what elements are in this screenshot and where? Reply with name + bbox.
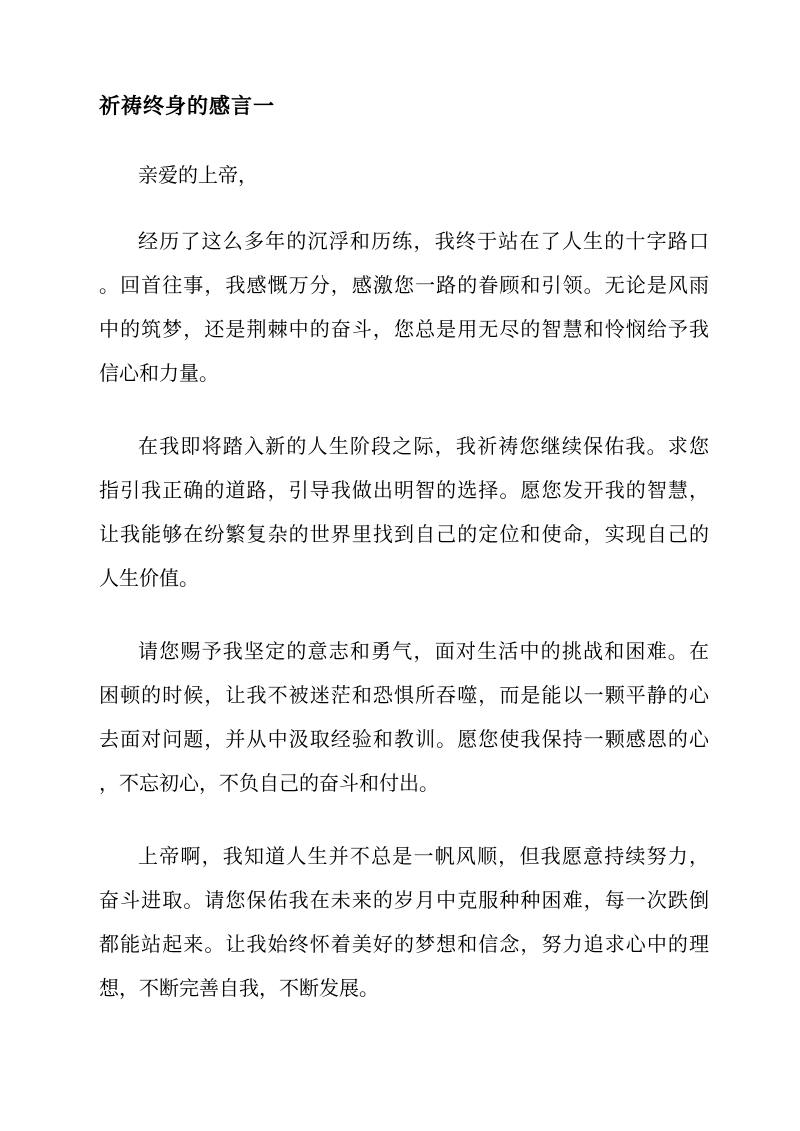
paragraph-line: 想，不断完善自我，不断发展。 (99, 976, 379, 1000)
document-title: 祈祷终身的感言一 (99, 93, 275, 118)
paragraph-line: 让我能够在纷繁复杂的世界里找到自己的定位和使命，实现自己的 (99, 522, 709, 546)
paragraph-line: 。回首往事，我感慨万分，感激您一路的眷顾和引领。无论是风雨 (99, 273, 709, 297)
paragraph-line: 信心和力量。 (99, 361, 219, 385)
paragraph-line: 经历了这么多年的沉浮和历练，我终于站在了人生的十字路口 (138, 229, 709, 253)
paragraph-line: 奋斗进取。请您保佑我在未来的岁月中克服种种困难，每一次跌倒 (99, 888, 709, 912)
paragraph-line: 中的筑梦，还是荆棘中的奋斗，您总是用无尽的智慧和怜悯给予我 (99, 317, 709, 341)
paragraph-line: ，不忘初心，不负自己的奋斗和付出。 (99, 771, 439, 795)
paragraph-line: 上帝啊，我知道人生并不总是一帆风顺，但我愿意持续努力， (138, 844, 709, 868)
paragraph-line: 在我即将踏入新的人生阶段之际，我祈祷您继续保佑我。求您 (138, 434, 709, 458)
paragraph-line: 请您赐予我坚定的意志和勇气，面对生活中的挑战和困难。在 (138, 639, 709, 663)
greeting: 亲爱的上帝， (138, 163, 258, 187)
paragraph-line: 指引我正确的道路，引导我做出明智的选择。愿您发开我的智慧， (99, 478, 709, 502)
paragraph-line: 去面对问题，并从中汲取经验和教训。愿您使我保持一颗感恩的心 (99, 727, 709, 751)
paragraph-line: 困顿的时候，让我不被迷茫和恐惧所吞噬，而是能以一颗平静的心 (99, 683, 709, 707)
paragraph-line: 人生价值。 (99, 566, 199, 590)
paragraph-line: 都能站起来。让我始终怀着美好的梦想和信念，努力追求心中的理 (99, 932, 709, 956)
